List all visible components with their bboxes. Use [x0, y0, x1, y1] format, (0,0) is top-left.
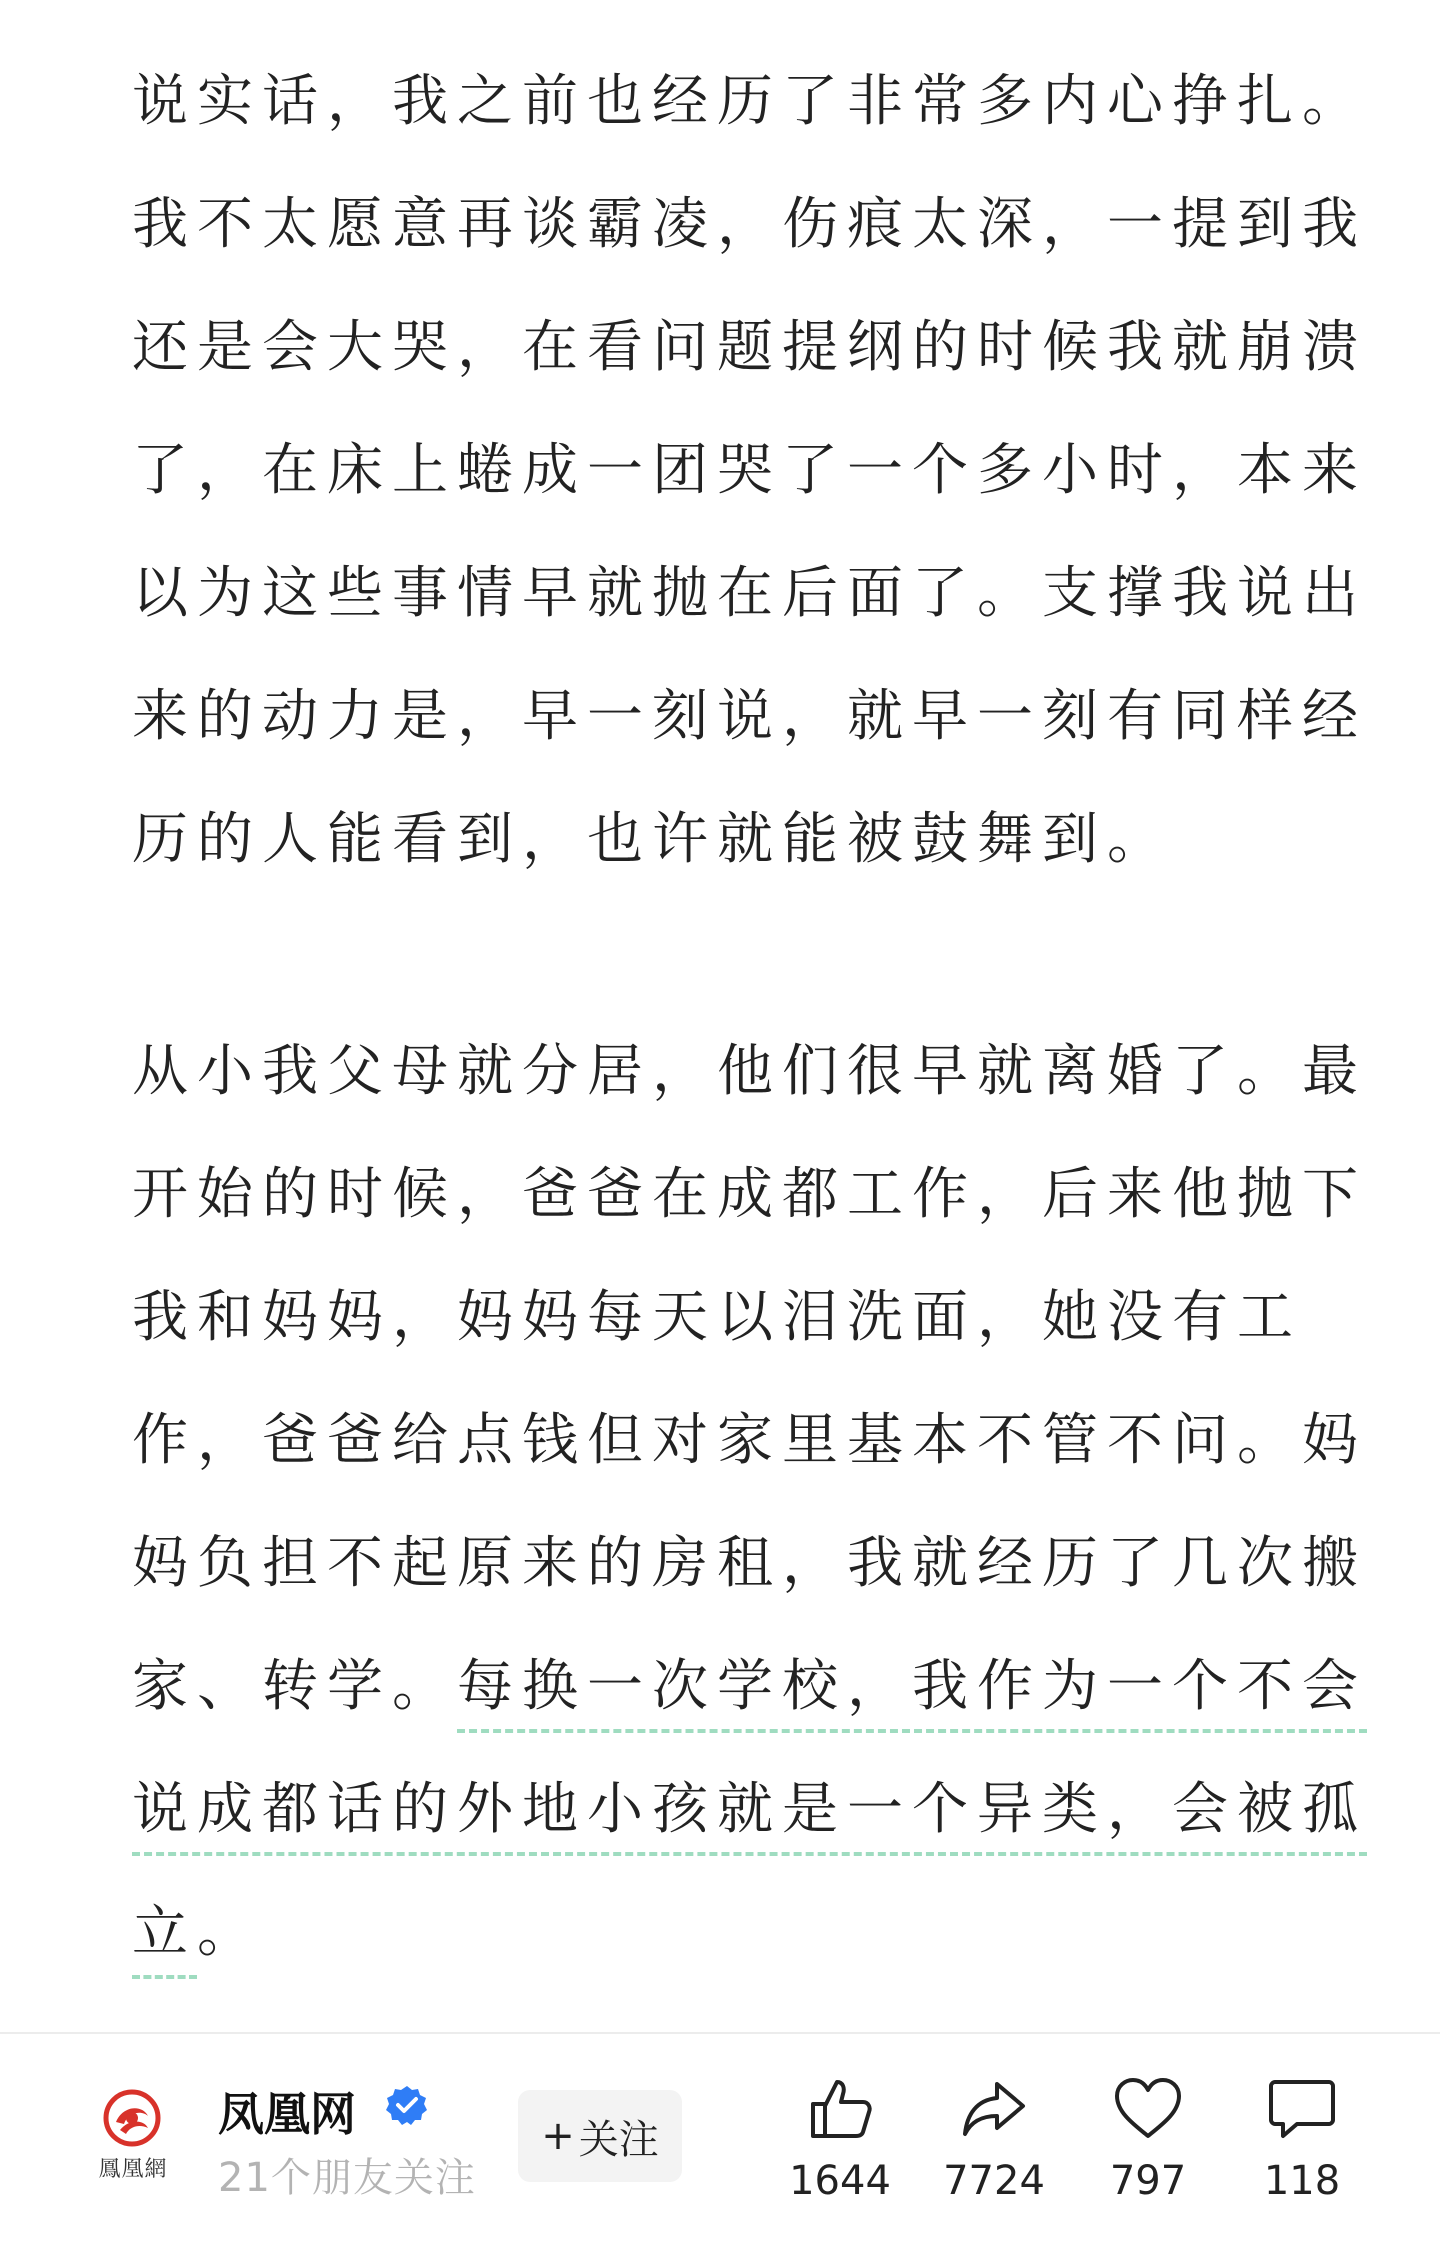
highlighted-quote[interactable]: 每换一次学校，我作为一个不会	[457, 1654, 1367, 1733]
article-line	[132, 1625, 1367, 1748]
comment-bubble-icon	[1267, 2074, 1337, 2144]
follow-label: 关注	[578, 2116, 659, 2163]
article-line: 以为这些事情早就抛在后面了。支撑我说出	[132, 561, 1367, 626]
logo-text: 鳳凰網	[98, 2157, 168, 2182]
bottom-action-bar	[0, 2034, 1440, 2241]
highlighted-quote[interactable]: 说成都话的外地小孩就是一个异类，会被孤	[132, 1777, 1367, 1856]
article-line: 历的人能看到，也许就能被鼓舞到。	[132, 807, 1172, 872]
article-line: 来的动力是，早一刻说，就早一刻有同样经	[132, 684, 1367, 749]
comment-count: 118	[1263, 2158, 1341, 2204]
phoenix-logo-icon	[102, 2088, 162, 2148]
article-text: 家、转学。	[132, 1654, 457, 1719]
highlighted-quote[interactable]: 立	[132, 1900, 197, 1979]
article-line: 我和妈妈，妈妈每天以泪洗面，她没有工	[132, 1285, 1302, 1350]
article-text: 。	[197, 1900, 262, 1965]
followers-count: 21个朋友关注	[218, 2155, 476, 2201]
article-line: 我不太愿意再谈霸凌，伤痕太深，一提到我	[132, 192, 1367, 257]
article-line: 开始的时候，爸爸在成都工作，后来他抛下	[132, 1162, 1367, 1227]
source-logo[interactable]	[88, 2088, 178, 2188]
article-line: 妈负担不起原来的房租，我就经历了几次搬	[132, 1531, 1367, 1596]
follow-button[interactable]	[518, 2090, 682, 2182]
like-button[interactable]	[770, 2074, 910, 2234]
favorite-count: 797	[1109, 2158, 1187, 2204]
article-line	[132, 1748, 1367, 1871]
heart-icon	[1113, 2074, 1183, 2144]
share-arrow-icon	[959, 2074, 1029, 2144]
plus-icon: +	[541, 2113, 575, 2159]
share-button[interactable]	[924, 2074, 1064, 2234]
share-count: 7724	[943, 2158, 1045, 2204]
verified-badge-icon	[386, 2084, 428, 2126]
article-body	[132, 40, 1367, 901]
like-count: 1644	[789, 2158, 891, 2204]
article-paragraph-2	[132, 1010, 1367, 1994]
article-line: 作，爸爸给点钱但对家里基本不管不问。妈	[132, 1408, 1367, 1473]
source-name[interactable]: 凤凰网	[218, 2087, 356, 2141]
comment-button[interactable]	[1232, 2074, 1372, 2234]
article-line: 说实话，我之前也经历了非常多内心挣扎。	[132, 69, 1367, 134]
article-line: 了，在床上蜷成一团哭了一个多小时，本来	[132, 438, 1367, 503]
article-line	[132, 1871, 1312, 1994]
favorite-button[interactable]	[1078, 2074, 1218, 2234]
thumbs-up-icon	[805, 2074, 875, 2144]
article-line: 从小我父母就分居，他们很早就离婚了。最	[132, 1039, 1367, 1104]
article-line: 还是会大哭，在看问题提纲的时候我就崩溃	[132, 315, 1367, 380]
